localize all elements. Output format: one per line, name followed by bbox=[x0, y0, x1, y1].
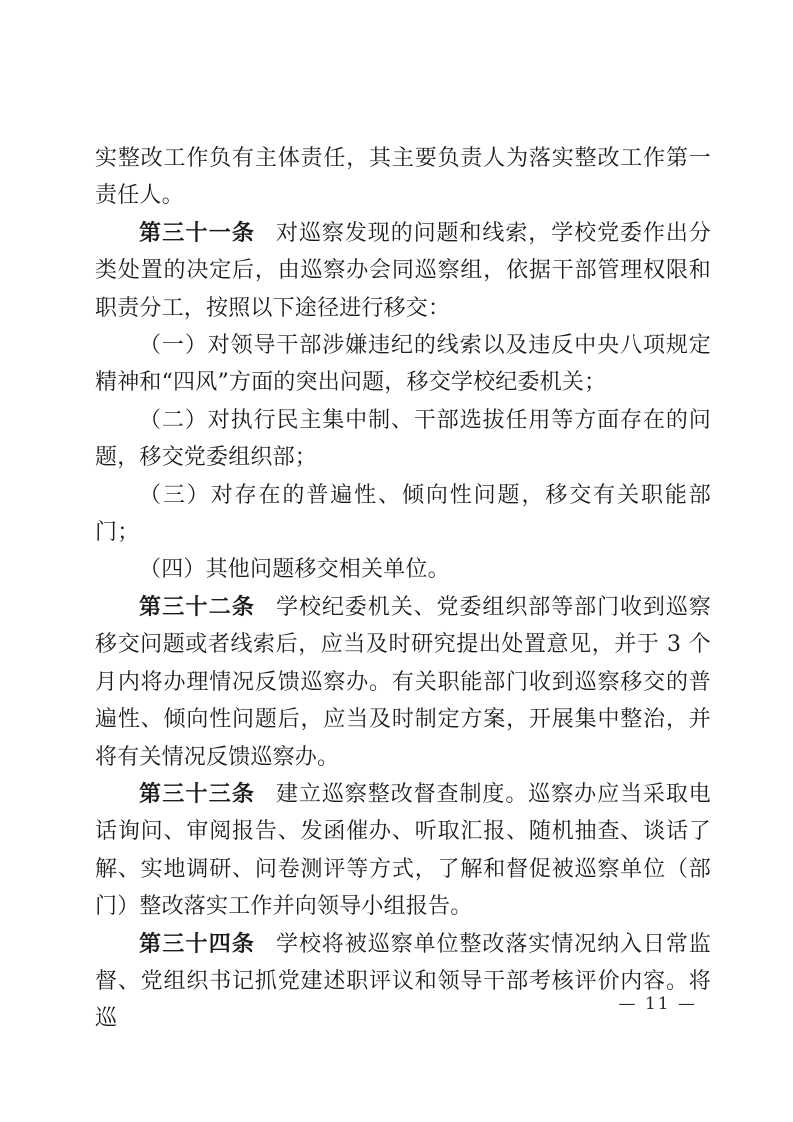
article-33-text: 建立巡察整改督查制度。巡察办应当采取电话询问、审阅报告、发函催办、听取汇报、随机抽查、谈话了解、实地调研、问卷测评等方式，了解和督促被巡察单位（部门）整改落实工作并向领导小组报告。 bbox=[95, 781, 711, 920]
paragraph-continuation bbox=[95, 140, 711, 215]
article-34-paragraph bbox=[95, 926, 711, 1038]
paragraph-text: 实整改工作负有主体责任，其主要负责人为落实整改工作第一责任人。 bbox=[95, 146, 711, 209]
article-33-paragraph bbox=[95, 776, 711, 926]
list-item-2-text: （二）对执行民主集中制、干部选拔任用等方面存在的问题，移交党委组织部； bbox=[95, 407, 711, 471]
article-31-heading: 第三十一条 bbox=[139, 220, 256, 246]
article-34-heading: 第三十四条 bbox=[139, 931, 256, 957]
list-item-3-text: （三）对存在的普遍性、倾向性问题，移交有关职能部门； bbox=[95, 482, 711, 546]
list-item-3 bbox=[95, 477, 711, 552]
list-item-1-text: （一）对领导干部涉嫌违纪的线索以及违反中央八项规定精神和“四风”方面的突出问题，移交学校纪委机关； bbox=[95, 333, 711, 396]
page-number: — 11 — bbox=[618, 994, 697, 1014]
list-item-4 bbox=[95, 551, 711, 588]
article-33-heading: 第三十三条 bbox=[139, 781, 256, 807]
article-31-paragraph bbox=[95, 215, 711, 327]
list-item-4-text: （四）其他问题移交相关单位。 bbox=[139, 557, 450, 583]
article-34-text: 学校将被巡察单位整改落实情况纳入日常监督、党组织书记抓党建述职评议和领导干部考核评价内容。将巡 bbox=[95, 931, 711, 1032]
article-32-heading: 第三十二条 bbox=[139, 594, 256, 620]
article-32-text: 学校纪委机关、党委组织部等部门收到巡察移交问题或者线索后，应当及时研究提出处置意见，并于 3 个月内将办理情况反馈巡察办。有关职能部门收到巡察移交的普遍性、倾向性问题后，应当及时制定方案，开展集中整治，并将有关情况反馈巡察办。 bbox=[95, 594, 711, 770]
document-body bbox=[95, 140, 711, 1038]
article-31-text: 对巡察发现的问题和线索，学校党委作出分类处置的决定后，由巡察办会同巡察组，依据干部管理权限和职责分工，按照以下途径进行移交： bbox=[95, 220, 711, 321]
article-32-paragraph bbox=[95, 589, 711, 776]
list-item-2 bbox=[95, 402, 711, 477]
list-item-1 bbox=[95, 327, 711, 402]
